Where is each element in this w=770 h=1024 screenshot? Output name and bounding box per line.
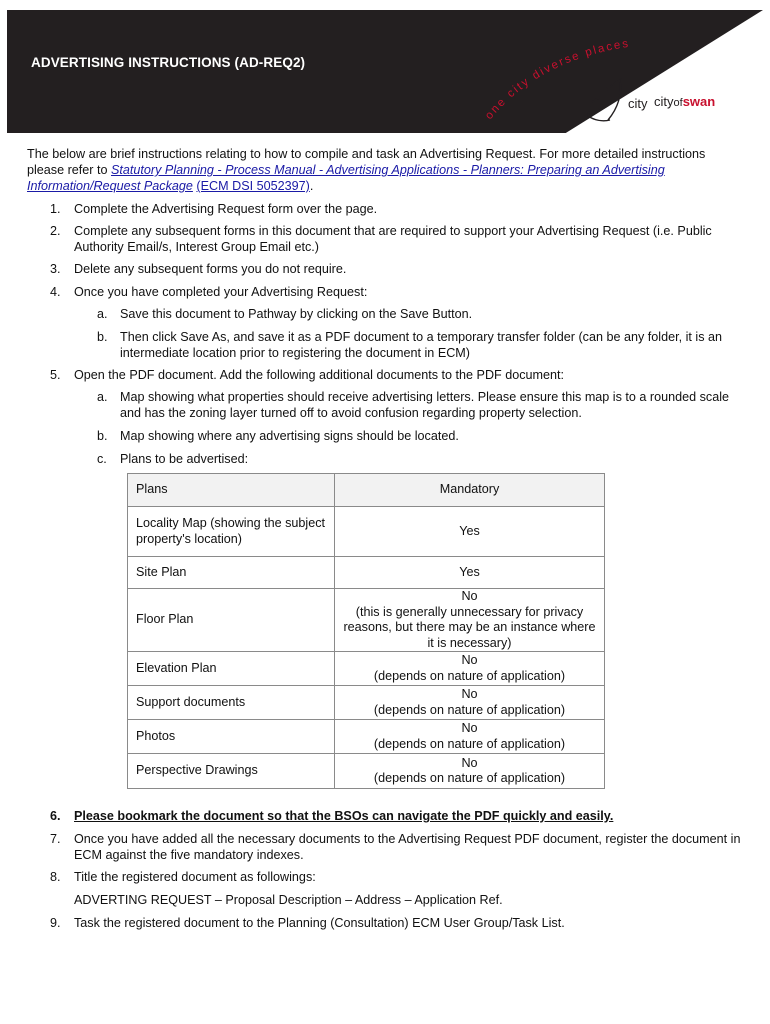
city-of-swan-logo [470, 28, 650, 138]
page-title: ADVERTISING INSTRUCTIONS (AD-REQ2) [31, 55, 306, 70]
ecm-ref-link[interactable]: (ECM DSI 5052397) [196, 179, 310, 193]
table-row [128, 589, 605, 652]
mandatory-note: (depends on nature of application) [373, 668, 566, 683]
plan-cell: Photos [128, 720, 335, 754]
mandatory-note: (depends on nature of application) [373, 771, 566, 785]
plan-cell: Floor Plan [128, 589, 335, 652]
plans-table [127, 473, 605, 789]
mandatory-note: (depends on nature of application) [373, 736, 566, 751]
mandatory-note: (depends on nature of application) [373, 702, 566, 717]
table-row [128, 557, 605, 589]
intro-paragraph: The below are brief instructions relating to how to compile and task an Advertising Request. For more detailed instructions please refer to Statutory Planning - Process Manual - Advertising Applications - Planners: Preparing an Advertising Information/Request Package (ECM DSI 5052397). [27, 147, 706, 193]
plan-cell: Locality Map (showing the subject property's location) [128, 507, 335, 557]
mandatory-cell: No (depends on nature of application) [335, 686, 605, 720]
table-row [128, 686, 605, 720]
intro-text: The below are brief instructions relating to how to compile and task an Advertising Request. For more detailed instructions please refer to [27, 147, 706, 177]
mandatory-cell: No (this is generally unnecessary for privacy reasons, but there may be an instance where it is necessary) [335, 589, 605, 652]
swan-mark-icon [588, 80, 621, 121]
mandatory-cell: No (depends on nature of application) [335, 652, 605, 686]
mandatory-cell: No (depends on nature of application) [335, 754, 605, 789]
plan-cell: Site Plan [128, 557, 335, 589]
logo-brand-text: cityofswan [654, 94, 716, 109]
mandatory-cell: No (depends on nature of application) [335, 720, 605, 754]
table-row [128, 720, 605, 754]
process-manual-link[interactable]: Statutory Planning - Process Manual - Advertising Applications - Planners: Preparing an Advertising Information/Request Package [27, 163, 665, 193]
logo-brand-city: city [628, 96, 648, 111]
plan-cell: Elevation Plan [128, 652, 335, 686]
logo-tagline: one city diverse places [483, 37, 631, 122]
mandatory-cell: Yes [335, 507, 605, 557]
mandatory-note: (this is generally unnecessary for privacy reasons, but there may be an instance where it is necessary) [343, 604, 596, 650]
table-row [128, 652, 605, 686]
mandatory-cell: Yes [335, 557, 605, 589]
plan-cell: Perspective Drawings [128, 754, 335, 789]
table-row [128, 507, 605, 557]
plan-cell: Support documents [128, 686, 335, 720]
table-header-row [128, 474, 605, 507]
plans-column-header: Plans [128, 474, 335, 507]
table-row [128, 754, 605, 789]
mandatory-column-header: Mandatory [335, 474, 605, 507]
